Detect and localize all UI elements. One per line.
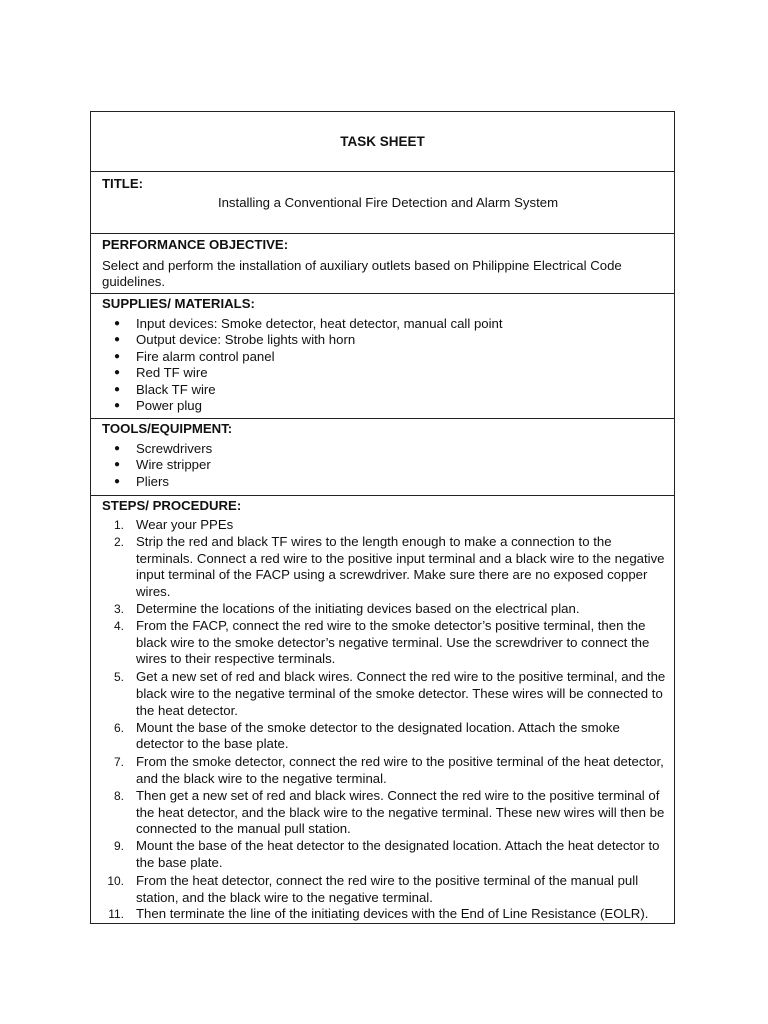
step-number: 4. <box>113 618 124 633</box>
list-item: ● Red TF wire <box>102 365 674 381</box>
step-item <box>102 534 671 601</box>
step-number: 5. <box>113 670 124 685</box>
step-item <box>102 618 671 668</box>
step-item <box>102 601 671 618</box>
step-item <box>102 873 671 907</box>
list-item: ● Input devices: Smoke detector, heat detector, manual call point <box>102 316 674 332</box>
step-text: Mount the base of the heat detector to the designated location. Attach the heat detector to the base plate. <box>136 838 660 870</box>
list-item: ● Screwdrivers <box>102 441 674 457</box>
step-text: Determine the locations of the initiating devices based on the electrical plan. <box>136 600 580 616</box>
step-text: From the heat detector, connect the red wire to the positive terminal of the manual pull station, and the black wire to the negative terminal. <box>136 872 639 905</box>
step-item <box>102 838 671 872</box>
tools-list <box>102 441 674 490</box>
step-text: Strip the red and black TF wires to the length enough to make a connection to the terminals. Connect a red wire to the positive input terminal and a black wire to the negative input terminal of the FACP using a screwdriver. Make sure there are no exposed copper wires. <box>136 533 665 600</box>
step-text: From the FACP, connect the red wire to the smoke detector’s positive terminal, then the black wire to the smoke detector’s negative terminal. Use the screwdriver to connect the wires to their respective terminals. <box>136 617 650 667</box>
step-number: 11. <box>108 907 124 922</box>
step-text: Then get a new set of red and black wires. Connect the red wire to the positive terminal of the heat detector, and the black wire to the negative terminal. These new wires will then be connected to the manual pull station. <box>136 787 665 837</box>
step-item <box>102 754 671 788</box>
step-number: 8. <box>113 788 124 803</box>
list-item: ● Power plug <box>102 398 674 414</box>
supplies-materials-label: SUPPLIES/ MATERIALS: <box>102 296 255 311</box>
steps-list <box>102 517 671 923</box>
list-item: ● Fire alarm control panel <box>102 349 674 365</box>
header-row <box>91 112 674 172</box>
list-item: ● Output device: Strobe lights with horn <box>102 332 674 348</box>
step-item <box>102 517 671 534</box>
step-number: 10. <box>107 873 124 888</box>
step-text: Get a new set of red and black wires. Connect the red wire to the positive terminal, and the black wire to the negative terminal of the smoke detector. These wires will be connected to the heat detector. <box>136 669 666 718</box>
list-item: ● Black TF wire <box>102 382 674 398</box>
step-text: Mount the base of the smoke detector to the designated location. Attach the smoke detector to the base plate. <box>136 719 620 752</box>
step-number: 7. <box>113 755 124 770</box>
step-text: From the smoke detector, connect the red wire to the positive terminal of the heat detector, and the black wire to the negative terminal. <box>136 754 664 786</box>
step-text: Then terminate the line of the initiating devices with the End of Line Resistance (EOLR). <box>136 906 649 922</box>
step-number: 1. <box>113 518 124 532</box>
step-number: 3. <box>113 601 124 616</box>
step-number: 6. <box>113 720 124 735</box>
task-sheet-heading: TASK SHEET <box>340 134 425 149</box>
step-item <box>102 906 671 923</box>
step-item <box>102 788 671 838</box>
performance-objective-text: Select and perform the installation of auxiliary outlets based on Philippine Electrical Code guidelines. <box>102 258 622 289</box>
step-item <box>102 669 671 719</box>
performance-objective-row <box>91 234 674 294</box>
step-text: Wear your PPEs <box>136 517 234 532</box>
supplies-list <box>102 316 674 414</box>
task-sheet-table <box>90 111 675 924</box>
steps-procedure-row <box>91 496 674 923</box>
steps-procedure-label: STEPS/ PROCEDURE: <box>102 498 242 513</box>
list-item: ● Wire stripper <box>102 457 674 473</box>
tools-equipment-row <box>91 419 674 496</box>
step-item <box>102 720 671 754</box>
tools-equipment-label: TOOLS/EQUIPMENT: <box>102 421 233 436</box>
step-number: 9. <box>113 839 124 854</box>
supplies-materials-row <box>91 294 674 419</box>
performance-objective-label: PERFORMANCE OBJECTIVE: <box>102 237 289 252</box>
list-item: ● Pliers <box>102 474 674 490</box>
title-label: TITLE: <box>102 176 144 191</box>
step-number: 2. <box>113 534 124 549</box>
title-row <box>91 172 674 234</box>
task-title: Installing a Conventional Fire Detection and Alarm System <box>217 195 559 210</box>
